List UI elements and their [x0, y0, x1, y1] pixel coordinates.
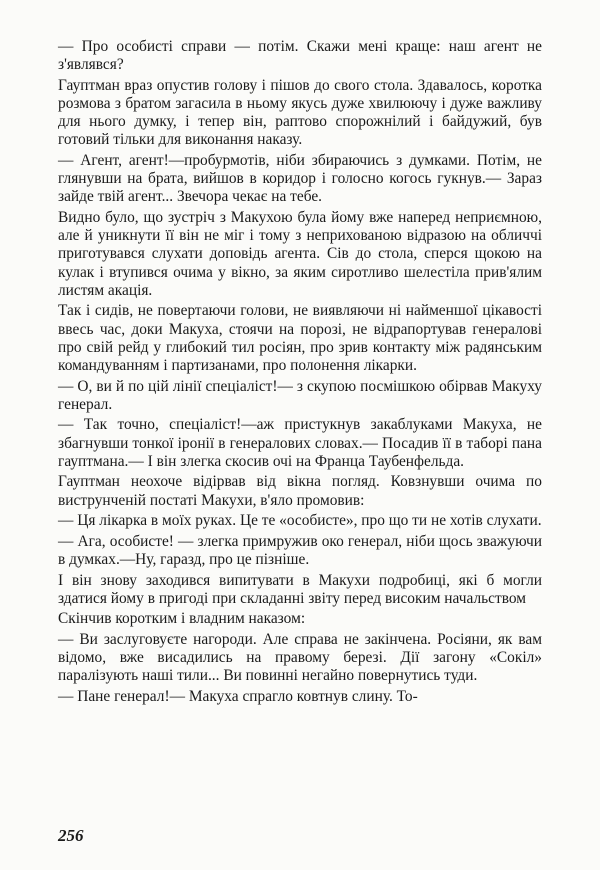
paragraph: — Ця лікарка в моїх руках. Це те «особисте», про що ти не хотів слухати.	[58, 512, 542, 530]
paragraph: — Агент, агент!—пробурмотів, ніби збираючись з думками. Потім, не глянувши на брата, вийшов в коридор і голосно когось гукнув.— Зараз зайде твій агент... Звечора чекає на тебе.	[58, 152, 542, 206]
paragraph: Гауптман неохоче відірвав від вікна погляд. Ковзнувши очима по виструнченій постаті Макухи, в'яло промовив:	[58, 473, 542, 509]
paragraph: Скінчив коротким і владним наказом:	[58, 610, 306, 628]
page-number: 256	[58, 826, 84, 845]
paragraph: Так і сидів, не повертаючи голови, не виявляючи ні найменшої цікавості ввесь час, доки Макуха, стоячи на порозі, не відрапортував генералові про свій рейд у глибокий тил росіян, про зрив контакту між радянським командуванням і партизанами, про полонення лікарки.	[58, 302, 542, 375]
paragraph: — О, ви й по цій лінії спеціаліст!— з скупою посмішкою обірвав Макуху генерал.	[58, 377, 542, 413]
paragraph: І він знову заходився випитувати в Макухи подробиці, які б могли здатися йому в пригоді при складанні звіту перед високим начальством	[58, 571, 542, 607]
paragraph: — Ви заслуговуєте нагороди. Але справа не закінчена. Росіяни, як вам відомо, вже висадились на правому березі. Дії загону «Сокіл» паралізують наші тили... Ви повинні негайно повернутись туди.	[58, 630, 542, 685]
paragraph: — Пане генерал!— Макуха спрагло ковтнув слину. То-	[58, 687, 418, 705]
paragraph: — Ага, особисте! — злегка примружив око генерал, ніби щось зважуючи в думках.—Ну, гаразд, про це пізніше.	[58, 532, 542, 568]
paragraph: Видно було, що зустріч з Макухою була йому вже наперед неприємною, але й уникнути її він не міг і тому з неприхованою відразою на обличчі приготувався слухати доповідь агента. Сів до стола, сперся щокою на кулак і втупився очима у вікно, за яким сиротливо шелестіла прив'ялим листям акація.	[58, 209, 542, 299]
page-text	[58, 38, 542, 709]
paragraph: — Так точно, спеціаліст!—аж пристукнув закаблуками Макуха, не збагнувши тонкої іронії в генералових словах.— Посадив її в таборі пана гауптмана.— І він злегка скосив очі на Франца Таубенфельда.	[58, 416, 542, 470]
paragraph: Гауптман враз опустив голову і пішов до свого стола. Здавалось, коротка розмова з братом загасила в ньому якусь дуже хвилюючу і дуже важливу для нього думку, і тепер він, раптово спорожнілий і байдужий, був готовий тільки для виконання наказу.	[58, 76, 542, 149]
paragraph: — Про особисті справи — потім. Скажи мені краще: наш агент не з'являвся?	[58, 38, 542, 74]
